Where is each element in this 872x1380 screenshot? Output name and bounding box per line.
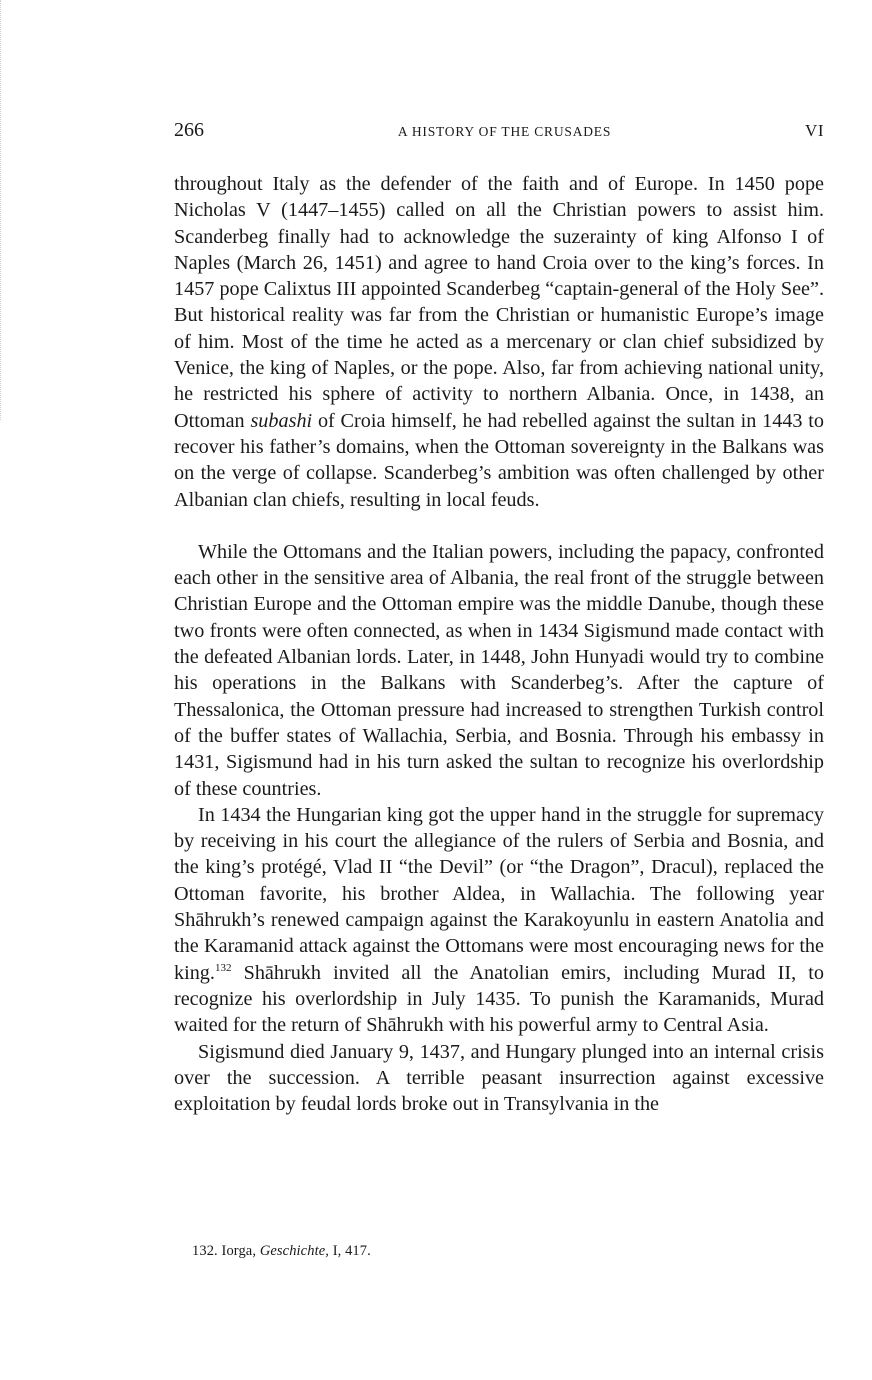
paragraph-3 bbox=[174, 802, 824, 1039]
footnote bbox=[192, 1243, 371, 1260]
paragraph-2 bbox=[174, 539, 824, 802]
footnote-number: 132. bbox=[192, 1243, 218, 1259]
footnote-reference[interactable]: 132 bbox=[214, 961, 232, 974]
running-head bbox=[174, 119, 824, 147]
paragraph-1-text-b: of Croia himself, he had rebelled against the sultan in 1443 to recover his father’s domains, when the Ottoman sovereignty in the Balkans was on the verge of collapse. Scanderbeg’s ambition was often challenged by other Albanian clan chiefs, resulting in local feuds. bbox=[174, 409, 824, 511]
footnote-ref: I, 417. bbox=[332, 1243, 371, 1259]
page-edge-marks bbox=[0, 0, 5, 420]
paragraph-1 bbox=[174, 171, 824, 513]
book-title: A HISTORY OF THE CRUSADES bbox=[397, 124, 612, 139]
paragraph-4-text: Sigismund died January 9, 1437, and Hungary plunged into an internal crisis over the succession. A terrible peasant insurrection against excessive exploitation by feudal lords broke out in Transylvania in the bbox=[174, 1040, 824, 1116]
chapter-number: VI bbox=[805, 121, 824, 140]
paragraph-3-text-a: In 1434 the Hungarian king got the upper hand in the struggle for supremacy by receiving in his court the allegiance of the rulers of Serbia and Bosnia, and the king’s protégé, Vlad II “the Devil” (or “the Dragon”, Dracul), replaced the Ottoman favorite, his brother Aldea, in Wallachia. The following year Shāhrukh’s renewed campaign against the Karakoyunlu in eastern Anatolia and the Karamanid attack against the Ottomans were most encouraging news for the king. bbox=[174, 803, 824, 984]
paragraph-4 bbox=[174, 1039, 824, 1118]
page-number: 266 bbox=[174, 119, 204, 141]
section-gap bbox=[174, 513, 824, 539]
italic-term-subashi: subashi bbox=[250, 409, 313, 432]
paragraph-3-text-b: Shāhrukh invited all the Anatolian emirs, including Murad II, to recognize his overlordship in July 1435. To punish the Karamanids, Murad waited for the return of Shāhrukh with his powerful army to Central Asia. bbox=[174, 961, 824, 1037]
paragraph-1-text-a: throughout Italy as the defender of the faith and of Europe. In 1450 pope Nicholas V (1447–1455) called on all the Christian powers to assist him. Scanderbeg finally had to acknowledge the suzerainty of king Alfonso I of Naples (March 26, 1451) and agree to hand Croia over to the king’s forces. In 1457 pope Calixtus III appointed Scanderbeg “captain-general of the Holy See”. But historical reality was far from the Christian or humanistic Europe’s image of him. Most of the time he acted as a mercenary or clan chief subsidized by Venice, the king of Naples, or the pope. Also, far from achieving national unity, he restricted his sphere of activity to northern Albania. Once, in 1438, an Ottoman bbox=[174, 173, 824, 432]
page-content bbox=[174, 119, 824, 1117]
footnote-author: Iorga, bbox=[221, 1243, 257, 1259]
paragraph-2-text: While the Ottomans and the Italian powers, including the papacy, confronted each other in the sensitive area of Albania, the real front of the struggle between Christian Europe and the Ottoman empire was the middle Danube, though these two fronts were often connected, as when in 1434 Sigismund made contact with the defeated Albanian lords. Later, in 1448, John Hunyadi would try to combine his operations in the Balkans with Scanderbeg’s. After the capture of Thessalonica, the Ottoman pressure had increased to strengthen Turkish control of the buffer states of Wallachia, Serbia, and Bosnia. Through his embassy in 1431, Sigismund had in his turn asked the sultan to recognize his overlordship of these countries. bbox=[174, 540, 824, 800]
footnote-work: Geschichte, bbox=[259, 1243, 329, 1259]
